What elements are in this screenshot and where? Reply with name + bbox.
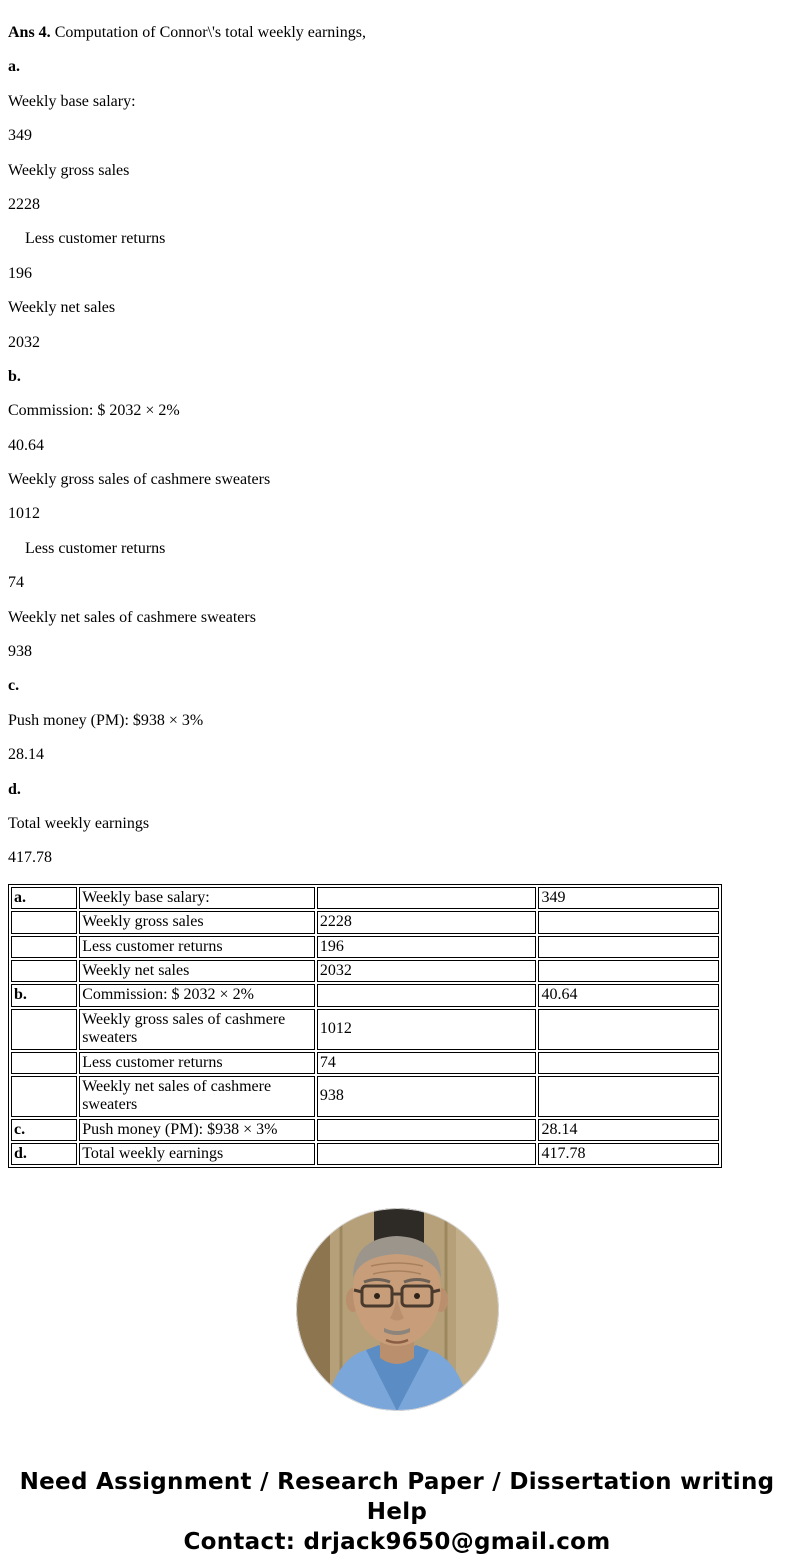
table-row	[11, 911, 719, 933]
paragraph: Weekly gross sales of cashmere sweaters	[8, 471, 271, 489]
answer-number-label: Ans 4.	[8, 24, 51, 41]
table-cell-desc: Weekly net sales of cashmere sweaters	[79, 1076, 315, 1117]
paragraph: Commission: $ 2032 × 2%	[8, 402, 180, 420]
earnings-table-body	[11, 887, 719, 1166]
table-cell-desc: Weekly gross sales of cashmere sweaters	[79, 1009, 315, 1050]
table-cell-label	[11, 911, 77, 933]
table-cell-right	[538, 1052, 719, 1074]
table-cell-desc: Total weekly earnings	[79, 1143, 315, 1165]
footer-heading: Need Assignment / Research Paper / Dissertation writing Help	[19, 1469, 775, 1526]
table-cell-label	[11, 1052, 77, 1074]
table-cell-desc: Commission: $ 2032 × 2%	[79, 984, 315, 1006]
paragraph: 2228	[8, 195, 40, 213]
paragraph: Less customer returns	[25, 230, 166, 248]
table-cell-desc: Weekly gross sales	[79, 911, 315, 933]
table-cell-label	[11, 1009, 77, 1050]
paragraph: 349	[8, 127, 32, 145]
table-cell-mid: 2032	[317, 960, 537, 982]
table-row	[11, 1009, 719, 1050]
table-cell-right	[538, 1009, 719, 1050]
paragraph: b.	[8, 367, 21, 385]
paragraph: 938	[8, 643, 32, 661]
table-row	[11, 936, 719, 958]
table-cell-desc: Push money (PM): $938 × 3%	[79, 1119, 315, 1141]
table-cell-mid: 1012	[317, 1009, 537, 1050]
footer-contact-email: Contact: drjack9650@gmail.com	[183, 1529, 611, 1556]
table-cell-label: a.	[11, 887, 77, 909]
tutor-photo	[296, 1208, 499, 1411]
table-cell-mid	[317, 887, 537, 909]
table-cell-mid: 938	[317, 1076, 537, 1117]
answer-text-block	[8, 24, 786, 868]
table-cell-desc: Weekly net sales	[79, 960, 315, 982]
paragraph: d.	[8, 780, 21, 798]
table-cell-label	[11, 936, 77, 958]
answer-heading-text: Computation of Connor\'s total weekly earnings,	[54, 24, 366, 41]
paragraph: Push money (PM): $938 × 3%	[8, 711, 204, 729]
paragraph: a.	[8, 58, 20, 76]
table-cell-label	[11, 1076, 77, 1117]
table-cell-mid: 2228	[317, 911, 537, 933]
paragraph: 417.78	[8, 849, 52, 867]
table-row	[11, 1076, 719, 1117]
table-cell-label: c.	[11, 1119, 77, 1141]
table-cell-right	[538, 1076, 719, 1117]
table-cell-label	[11, 960, 77, 982]
earnings-table	[8, 884, 722, 1169]
table-cell-right: 40.64	[538, 984, 719, 1006]
paragraph: 1012	[8, 505, 40, 523]
paragraph: 40.64	[8, 436, 44, 454]
paragraph: Weekly net sales	[8, 299, 116, 317]
tutor-photo-container	[8, 1208, 786, 1416]
footer-ad	[8, 1468, 786, 1558]
paragraph: 2032	[8, 333, 40, 351]
paragraph: Weekly gross sales	[8, 161, 130, 179]
paragraph: Total weekly earnings	[8, 814, 150, 832]
table-cell-desc: Less customer returns	[79, 1052, 315, 1074]
table-cell-mid: 74	[317, 1052, 537, 1074]
table-cell-mid	[317, 984, 537, 1006]
paragraph: 196	[8, 264, 32, 282]
table-row	[11, 984, 719, 1006]
paragraph: Weekly net sales of cashmere sweaters	[8, 608, 256, 626]
paragraph: 74	[8, 574, 24, 592]
table-cell-mid	[317, 1119, 537, 1141]
answer-heading	[8, 24, 786, 42]
table-cell-right	[538, 911, 719, 933]
paragraph: Less customer returns	[25, 539, 166, 557]
table-row	[11, 960, 719, 982]
table-cell-right: 349	[538, 887, 719, 909]
table-row	[11, 1119, 719, 1141]
table-row	[11, 1143, 719, 1165]
table-cell-label: d.	[11, 1143, 77, 1165]
paragraph: Weekly base salary:	[8, 92, 136, 110]
paragraph: c.	[8, 677, 20, 695]
paragraph: 28.14	[8, 746, 44, 764]
table-cell-right	[538, 960, 719, 982]
table-cell-right: 417.78	[538, 1143, 719, 1165]
table-cell-right: 28.14	[538, 1119, 719, 1141]
table-cell-mid: 196	[317, 936, 537, 958]
table-row	[11, 1052, 719, 1074]
table-cell-right	[538, 936, 719, 958]
table-row	[11, 887, 719, 909]
table-cell-label: b.	[11, 984, 77, 1006]
table-cell-desc: Less customer returns	[79, 936, 315, 958]
table-cell-mid	[317, 1143, 537, 1165]
table-cell-desc: Weekly base salary:	[79, 887, 315, 909]
